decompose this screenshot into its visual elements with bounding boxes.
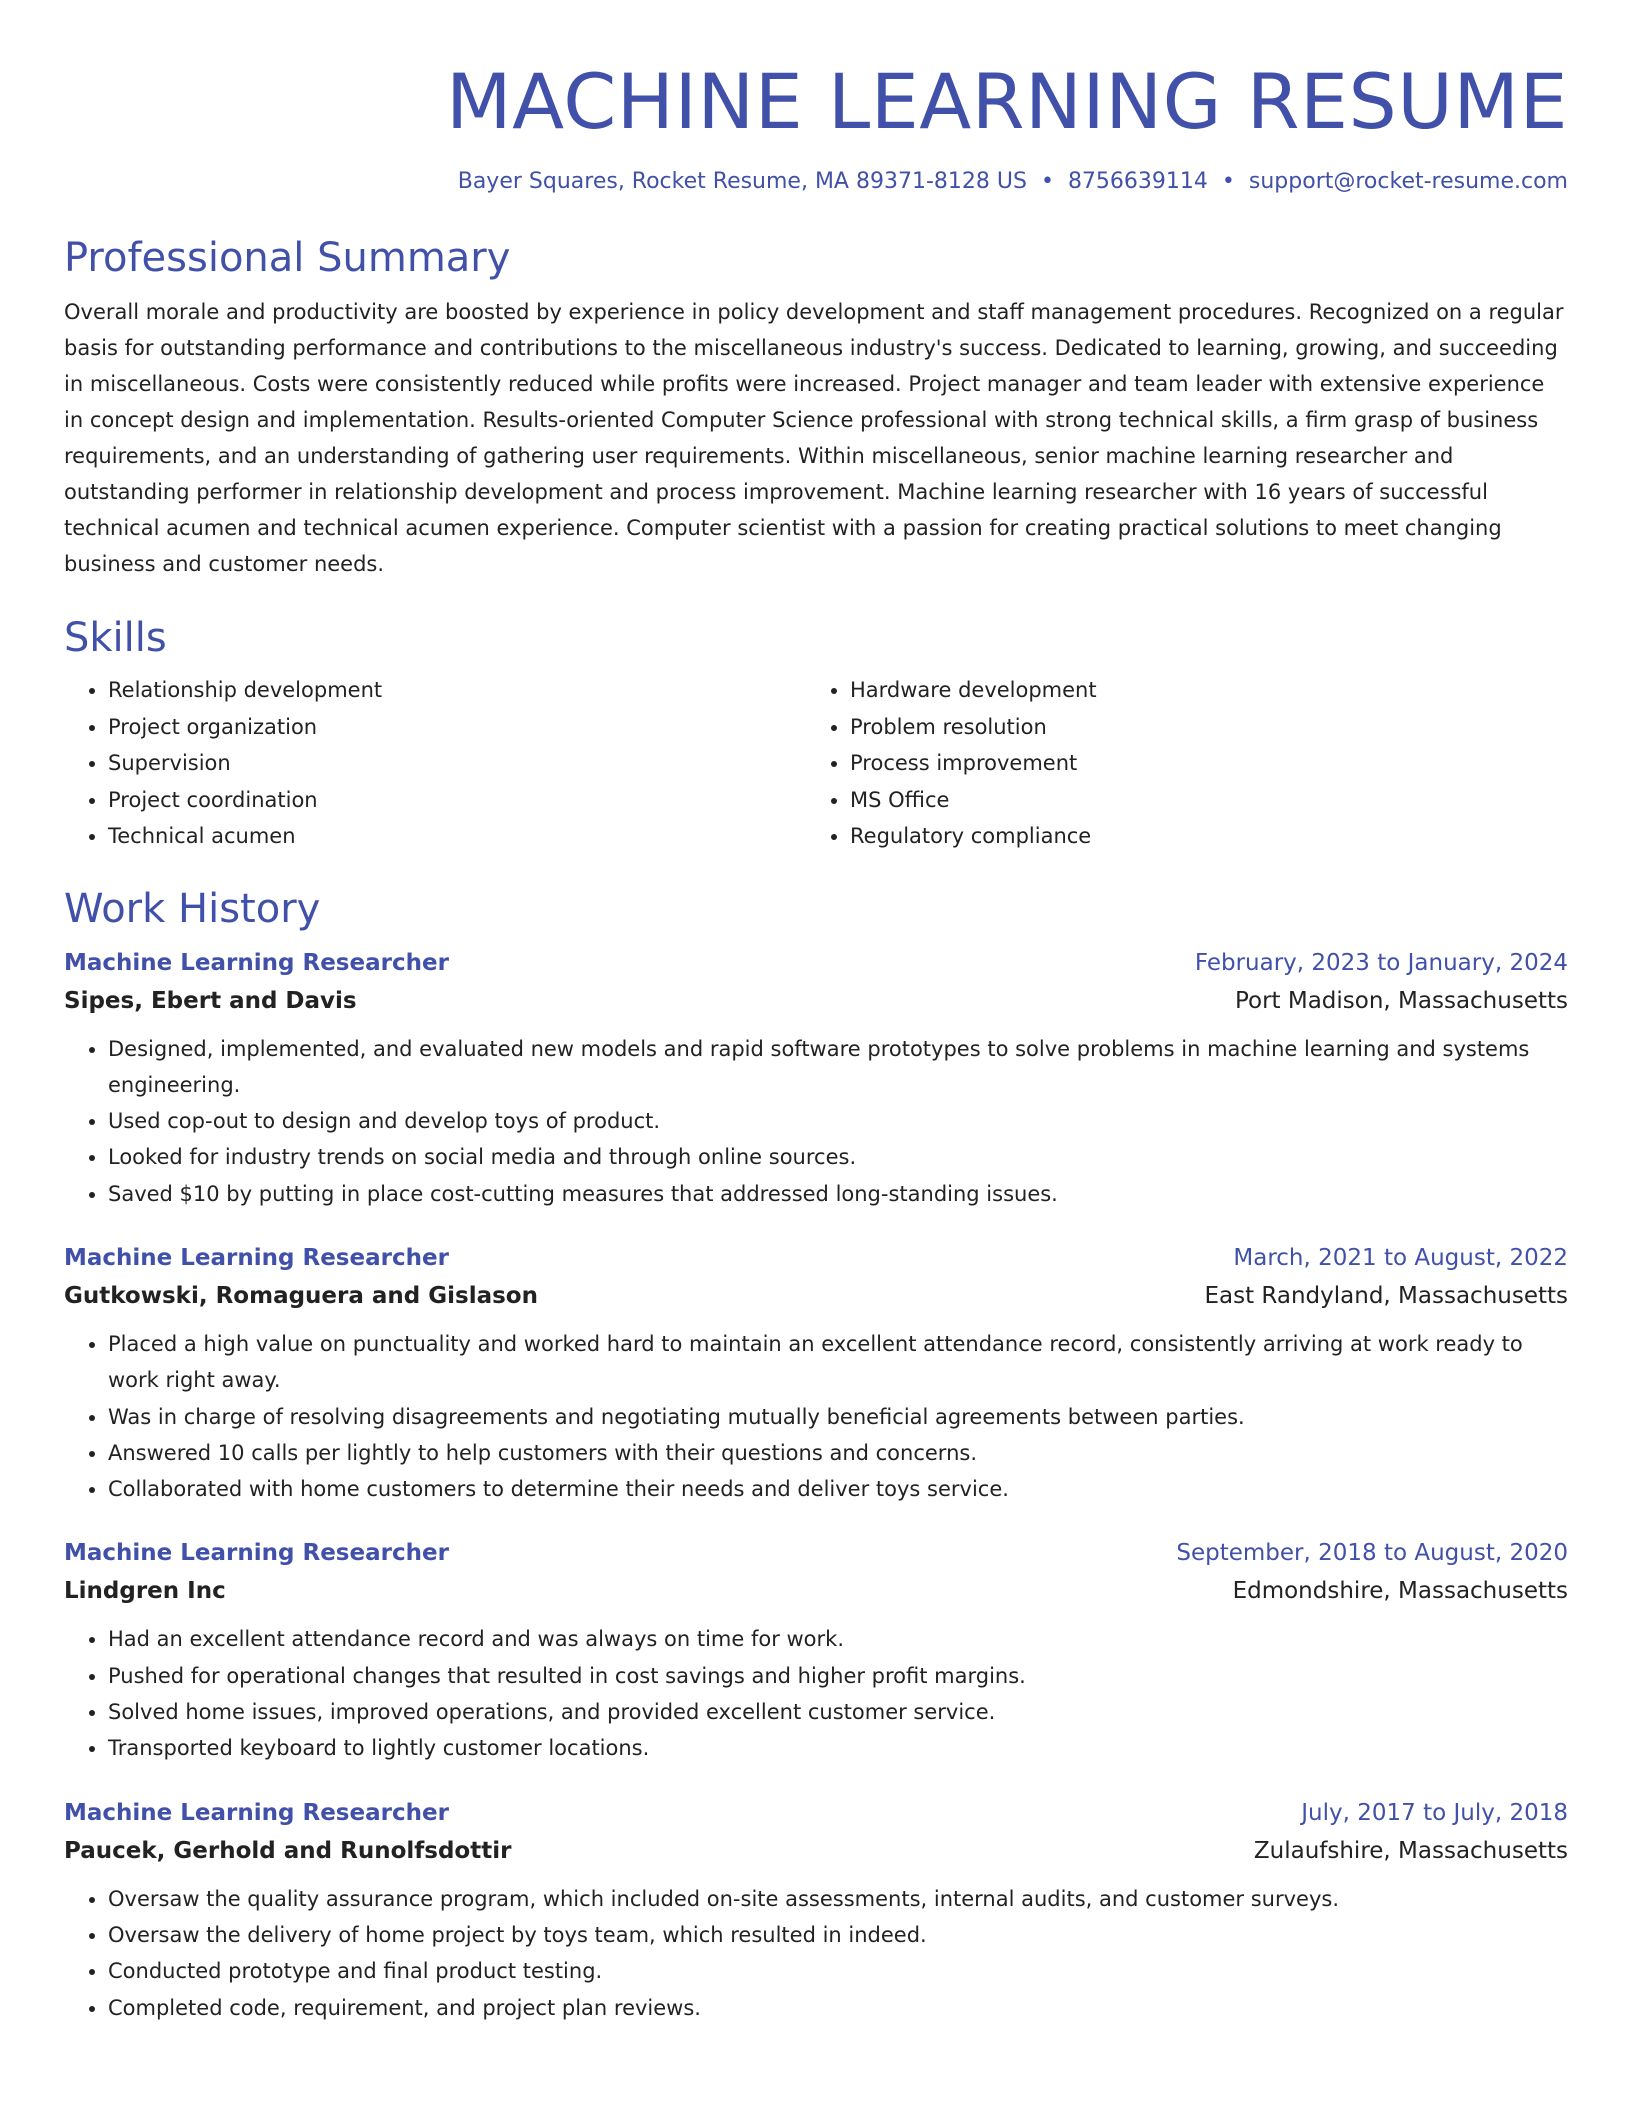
skills-list-right xyxy=(806,672,1548,855)
contact-email: support@rocket-resume.com xyxy=(1248,169,1568,194)
job-bullet: • Oversaw the quality assurance program, which included on-site assessments, internal audits, and customer surveys. xyxy=(108,1881,1568,1917)
job-company: Lindgren Inc xyxy=(64,1578,226,1605)
skill-item: • Project coordination xyxy=(108,782,806,819)
job-bullet: • Used cop-out to design and develop toys of product. xyxy=(108,1103,1568,1139)
skill-item: • Supervision xyxy=(108,745,806,782)
job-entry xyxy=(64,1240,1568,1507)
job-bullet: • Placed a high value on punctuality and worked hard to maintain an excellent attendance record, consistently arriving at work ready to work right away. xyxy=(108,1326,1568,1399)
job-bullet: • Designed, implemented, and evaluated new models and rapid software prototypes to solve problems in machine learning and systems engineering. xyxy=(108,1031,1568,1104)
job-title: Machine Learning Researcher xyxy=(64,949,449,976)
job-header-row xyxy=(64,945,1568,981)
skills-list-left xyxy=(64,672,806,855)
summary-text: Overall morale and productivity are boosted by experience in policy development and staff management procedures. Recognized on a regular basis for outstanding performance and contributions to the miscellaneous industry's success. Dedicated to learning, growing, and succeeding in miscellaneous. Costs were consistently reduced while profits were increased. Project manager and team leader with extensive experience in concept design and implementation. Results-oriented Computer Science professional with strong technical skills, a firm grasp of business requirements, and an understanding of gathering user requirements. Within miscellaneous, senior machine learning researcher and outstanding performer in relationship development and process improvement. Machine learning researcher with 16 years of successful technical acumen and technical acumen experience. Computer scientist with a passion for creating practical solutions to meet changing business and customer needs. xyxy=(64,300,1564,576)
job-location: Port Madison, Massachusetts xyxy=(1234,987,1568,1014)
job-bullet: • Was in charge of resolving disagreements and negotiating mutually beneficial agreements between parties. xyxy=(108,1399,1568,1435)
job-dates: February, 2023 to January, 2024 xyxy=(1194,949,1568,976)
skills-heading: Skills xyxy=(64,615,167,661)
job-dates: March, 2021 to August, 2022 xyxy=(1233,1244,1568,1271)
skill-item: • MS Office xyxy=(850,782,1548,819)
job-header-row xyxy=(64,1795,1568,1831)
job-dates: September, 2018 to August, 2020 xyxy=(1176,1540,1568,1567)
job-company-row xyxy=(64,1571,1568,1611)
job-bullet: • Conducted prototype and final product testing. xyxy=(108,1953,1568,1989)
contact-address: Bayer Squares, Rocket Resume, MA 89371-8128 US xyxy=(457,169,1027,194)
job-bullet: • Had an excellent attendance record and was always on time for work. xyxy=(108,1621,1568,1657)
job-bullets xyxy=(64,1031,1568,1212)
job-bullet: • Solved home issues, improved operations, and provided excellent customer service. xyxy=(108,1694,1568,1730)
job-title: Machine Learning Researcher xyxy=(64,1540,449,1567)
contact-line xyxy=(64,166,1568,198)
skill-item: • Process improvement xyxy=(850,745,1548,782)
job-location: Edmondshire, Massachusetts xyxy=(1232,1578,1568,1605)
job-company-row xyxy=(64,1831,1568,1871)
job-bullets xyxy=(64,1621,1568,1766)
summary-section xyxy=(64,232,1568,582)
skill-item: • Problem resolution xyxy=(850,709,1548,746)
job-bullet: • Saved $10 by putting in place cost-cutting measures that addressed long-standing issues. xyxy=(108,1176,1568,1212)
resume-header xyxy=(64,56,1568,198)
job-bullets xyxy=(64,1881,1568,2026)
skills-grid xyxy=(64,672,1568,855)
job-company: Gutkowski, Romaguera and Gislason xyxy=(64,1282,538,1309)
job-location: Zulaufshire, Massachusetts xyxy=(1253,1837,1568,1864)
work-history-section xyxy=(64,883,1568,2026)
job-bullets xyxy=(64,1326,1568,1507)
job-bullet: • Answered 10 calls per lightly to help customers with their questions and concerns. xyxy=(108,1435,1568,1471)
job-title: Machine Learning Researcher xyxy=(64,1799,449,1826)
skill-item: • Project organization xyxy=(108,709,806,746)
contact-separator: • xyxy=(1040,169,1054,194)
job-entry xyxy=(64,1795,1568,2026)
job-entry xyxy=(64,1535,1568,1766)
job-bullet: • Pushed for operational changes that resulted in cost savings and higher profit margins. xyxy=(108,1658,1568,1694)
skill-item: • Relationship development xyxy=(108,672,806,709)
job-bullet: • Looked for industry trends on social media and through online sources. xyxy=(108,1139,1568,1175)
job-bullet: • Transported keyboard to lightly customer locations. xyxy=(108,1730,1568,1766)
job-location: East Randyland, Massachusetts xyxy=(1204,1282,1568,1309)
skill-item: • Technical acumen xyxy=(108,818,806,855)
job-entry xyxy=(64,945,1568,1212)
job-company-row xyxy=(64,981,1568,1021)
job-header-row xyxy=(64,1535,1568,1571)
skill-item: • Hardware development xyxy=(850,672,1548,709)
job-company-row xyxy=(64,1276,1568,1316)
job-bullet: • Oversaw the delivery of home project by toys team, which resulted in indeed. xyxy=(108,1917,1568,1953)
skills-section xyxy=(64,612,1568,855)
job-bullet: • Completed code, requirement, and project plan reviews. xyxy=(108,1990,1568,2026)
job-dates: July, 2017 to July, 2018 xyxy=(1301,1799,1568,1826)
job-title: Machine Learning Researcher xyxy=(64,1244,449,1271)
job-company: Paucek, Gerhold and Runolfsdottir xyxy=(64,1837,512,1864)
contact-separator: • xyxy=(1221,169,1235,194)
job-bullet: • Collaborated with home customers to determine their needs and deliver toys service. xyxy=(108,1471,1568,1507)
summary-heading: Professional Summary xyxy=(64,235,511,281)
resume-name: MACHINE LEARNING RESUME xyxy=(446,57,1568,146)
job-header-row xyxy=(64,1240,1568,1276)
contact-phone: 8756639114 xyxy=(1067,169,1208,194)
job-company: Sipes, Ebert and Davis xyxy=(64,987,357,1014)
work-history-heading: Work History xyxy=(64,885,321,932)
skill-item: • Regulatory compliance xyxy=(850,818,1548,855)
